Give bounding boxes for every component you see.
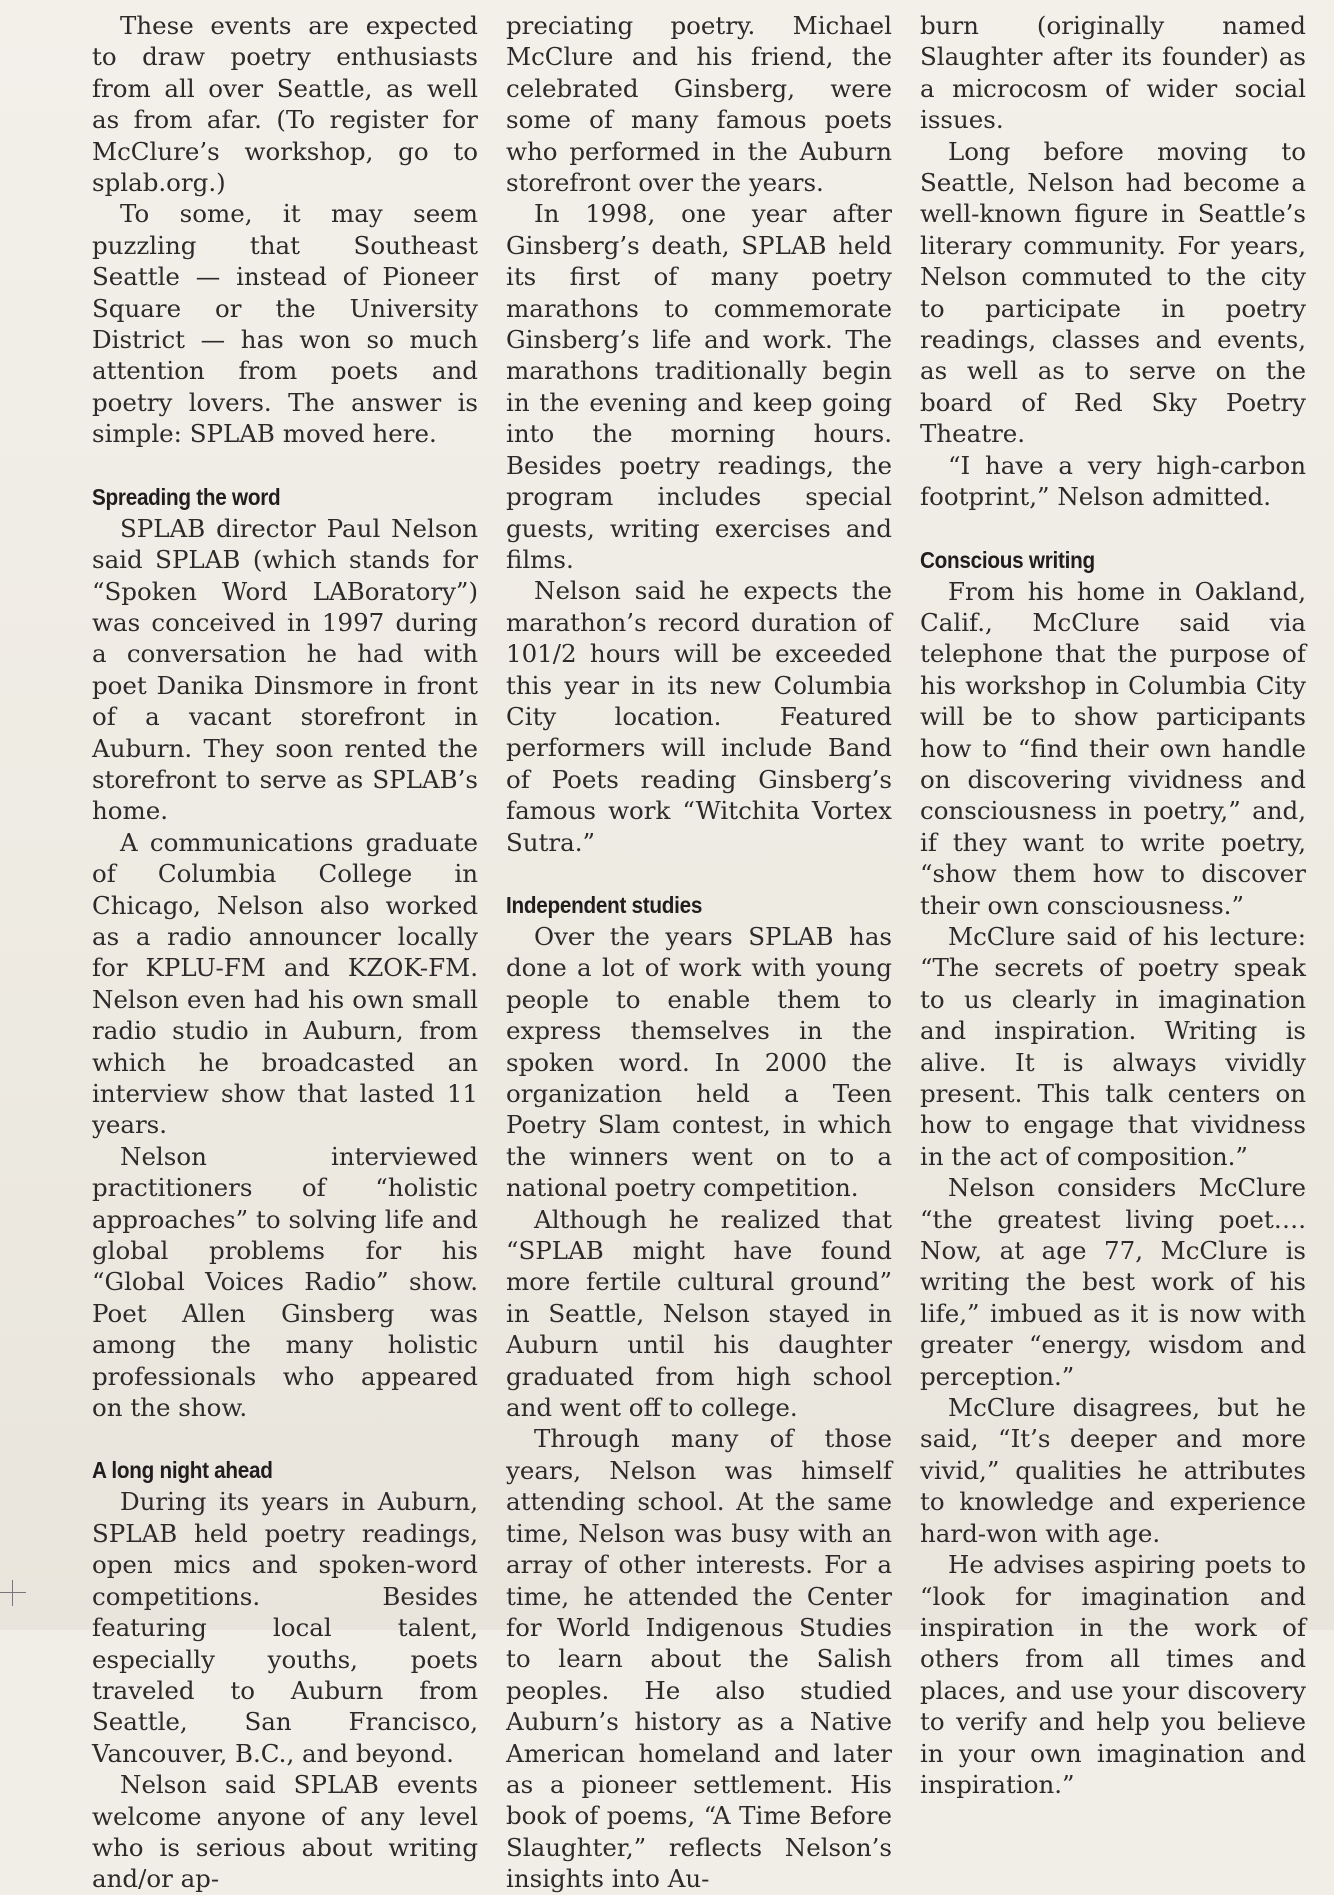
- paragraph: McClure said of his lecture: “The secrets of poetry speak to us clearly in imagination and inspiration. Writing is alive. It is always vividly present. This talk centers on how to engage that vividness in the act of composition.”: [920, 921, 1306, 1171]
- paragraph: Nelson said he expects the marathon’s record duration of 101/2 hours will be exceeded this year in its new Columbia City location. Featured performers will include Band of Poets reading Ginsberg’s famous work “Witchita Vortex Sutra.”: [506, 576, 892, 857]
- paragraph: During its years in Auburn, SPLAB held poetry readings, open mics and spoken-word competitions. Besides featuring local talent, especially youths, poets traveled to Auburn from Seattle, San Francisco, Vancouver, B.C., and beyond.: [92, 1487, 478, 1768]
- article-column-1: [92, 10, 478, 1895]
- paragraph: McClure disagrees, but he said, “It’s deeper and more vivid,” qualities he attributes to knowledge and experience hard-won with age.: [920, 1393, 1306, 1548]
- paragraph: In 1998, one year after Ginsberg’s death, SPLAB held its first of many poetry marathons to commemorate Ginsberg’s life and work. The marathons traditionally begin in the evening and keep going into the morning hours. Besides poetry readings, the program includes special guests, writing exercises and films.: [506, 199, 892, 574]
- registration-mark-icon: [0, 1580, 26, 1606]
- paragraph: Through many of those years, Nelson was himself attending school. At the same time, Nelson was busy with an array of other interests. For a time, he attended the Center for World Indigenous Studies to learn about the Salish peoples. He also studied Auburn’s history as a Native American homeland and later as a pioneer settlement. His book of poems, “A Time Before Slaughter,” reflects Nelson’s insights into Au-: [506, 1424, 892, 1894]
- paragraph: A communications graduate of Columbia College in Chicago, Nelson also worked as a radio announcer locally for KPLU-FM and KZOK-FM. Nelson even had his own small radio studio in Auburn, from which he broadcasted an interview show that lasted 11 years.: [92, 827, 478, 1140]
- subheading-a-long-night-ahead: A long night ahead: [92, 1457, 273, 1484]
- paragraph: Nelson said SPLAB events welcome anyone of any level who is serious about writing and/or ap-: [92, 1770, 478, 1894]
- paragraph: Nelson considers McClure “the greatest living poet…. Now, at age 77, McClure is writing the best work of his life,” imbued as it is now with greater “energy, wisdom and perception.”: [920, 1173, 1306, 1391]
- paragraph: To some, it may seem puzzling that Southeast Seattle — instead of Pioneer Square or the University District — has won so much attention from poets and poetry lovers. The answer is simple: SPLAB moved here.: [92, 199, 478, 449]
- paragraph: From his home in Oakland, Calif., McClure said via telephone that the purpose of his workshop in Columbia City will be to show participants how to “find their own handle on discovering vividness and consciousness in poetry,” and, if they want to write poetry, “show them how to discover their own consciousness.”: [920, 576, 1306, 920]
- subheading-conscious-writing: Conscious writing: [920, 546, 1095, 573]
- paragraph: preciating poetry. Michael McClure and his friend, the celebrated Ginsberg, were some of many famous poets who performed in the Auburn storefront over the years.: [506, 11, 892, 198]
- paragraph: Although he realized that “SPLAB might have found more fertile cultural ground” in Seattle, Nelson stayed in Auburn until his daughter graduated from high school and went off to college.: [506, 1204, 892, 1423]
- paragraph: SPLAB director Paul Nelson said SPLAB (which stands for “Spoken Word LABoratory”) was conceived in 1997 during a conversation he had with poet Danika Dinsmore in front of a vacant storefront in Auburn. They soon rented the storefront to serve as SPLAB’s home.: [92, 513, 478, 826]
- paragraph: These events are expected to draw poetry enthusiasts from all over Seattle, as well as from afar. (To register for McClure’s workshop, go to splab.org.): [92, 11, 478, 198]
- paragraph: He advises aspiring poets to “look for imagination and inspiration in the work of others from all times and places, and use your discovery to verify and help you believe in your own imagination and inspiration.”: [920, 1550, 1306, 1799]
- paragraph: Long before moving to Seattle, Nelson had become a well-known figure in Seattle’s literary community. For years, Nelson commuted to the city to participate in poetry readings, classes and events, as well as to serve on the board of Red Sky Poetry Theatre.: [920, 136, 1306, 449]
- paragraph: burn (originally named Slaughter after its founder) as a microcosm of wider social issues.: [920, 11, 1306, 135]
- paragraph: Over the years SPLAB has done a lot of work with young people to enable them to express themselves in the spoken word. In 2000 the organization held a Teen Poetry Slam contest, in which the winners went on to a national poetry competition.: [506, 921, 892, 1203]
- subheading-independent-studies: Independent studies: [506, 891, 703, 918]
- paragraph: Nelson interviewed practitioners of “holistic approaches” to solving life and global problems for his “Global Voices Radio” show. Poet Allen Ginsberg was among the many holistic professionals who appeared on the show.: [92, 1141, 478, 1423]
- article-column-2: [506, 10, 892, 1895]
- subheading-spreading-the-word: Spreading the word: [92, 483, 281, 510]
- article-column-3: [920, 10, 1306, 1800]
- paragraph: “I have a very high-carbon footprint,” Nelson admitted.: [920, 450, 1306, 512]
